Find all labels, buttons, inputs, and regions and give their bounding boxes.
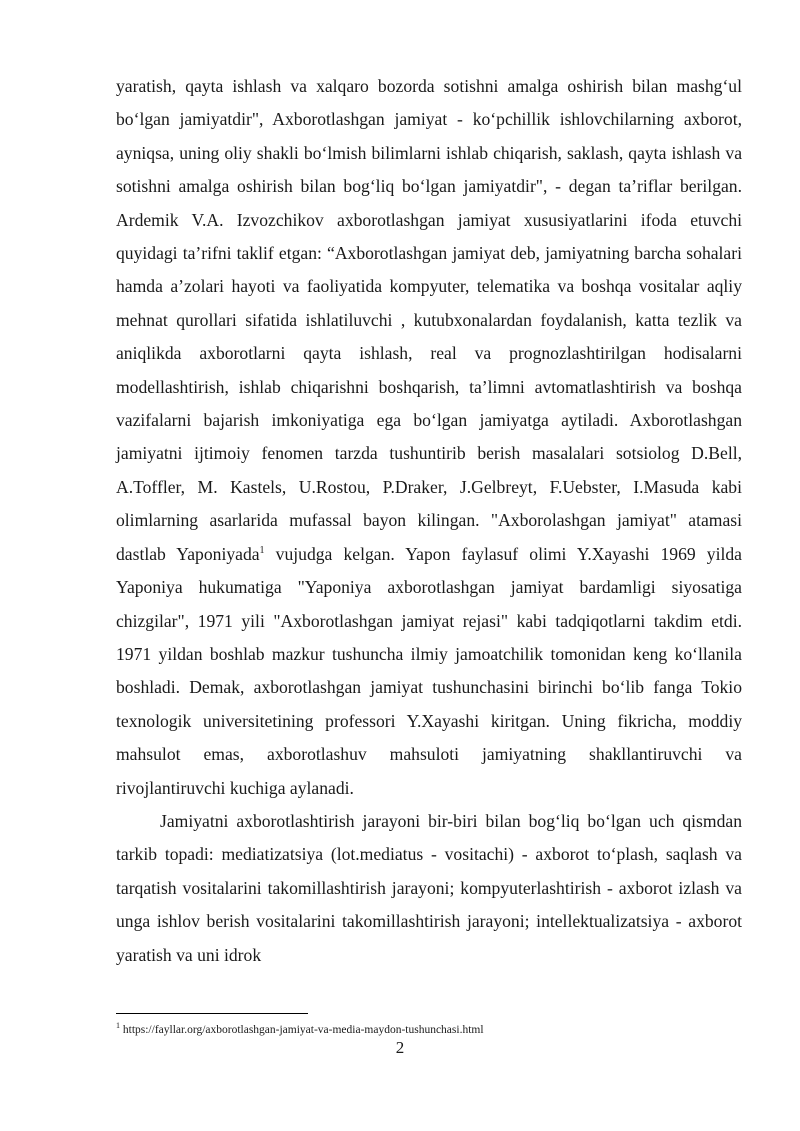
- footnote-number: 1: [116, 1021, 120, 1031]
- footnote: [116, 1023, 742, 1037]
- page-number: 2: [395, 1038, 405, 1057]
- footnote-reference[interactable]: 1: [259, 544, 265, 556]
- main-text: [116, 70, 742, 972]
- paragraph-continued: [116, 70, 742, 805]
- paragraph-text: vujudga kelgan. Yapon faylasuf olimi Y.Xayashi 1969 yilda Yaponiya hukumatiga "Yaponiya axborotlashgan jamiyat bardamligi siyosatiga chizgilar", 1971 yili "Axborotlashgan jamiyat rejasi" kabi tadqiqotlarni takdim etdi. 1971 yildan boshlab mazkur tushuncha ilmiy jamoatchilik tomonidan keng ko‘llanila boshladi. Demak, axborotlashgan jamiyat tushunchasini birinchi bo‘lib fanga Tokio texnologik universitetining professori Y.Xayashi kiritgan. Uning fikricha, moddiy mahsulot emas, axborotlashuv mahsuloti jamiyatning shakllantiruvchi va rivojlantiruvchi kuchiga aylanadi.: [116, 543, 742, 798]
- footnote-separator: [116, 1013, 308, 1014]
- footnote-link[interactable]: https://fayllar.org/axborotlashgan-jamiyat-va-media-maydon-tushunchasi.html: [120, 1024, 484, 1036]
- paragraph: Jamiyatni axborotlashtirish jarayoni bir-biri bilan bog‘liq bo‘lgan uch qismdan tarkib topadi: mediatizatsiya (lot.mediatus - vositachi) - axborot to‘plash, saqlash va tarqatish vositalarini takomillashtirish jarayoni; kompyuterlashtirish - axborot izlash va unga ishlov berish vositalarini takomillashtirish jarayoni; intellektualizatsiya - axborot yaratish va uni idrok: [116, 810, 742, 965]
- paragraph-text: yaratish, qayta ishlash va xalqaro bozorda sotishni amalga oshirish bilan mashg‘ul bo‘lgan jamiyatdir", Axborotlashgan jamiyat - ko‘pchillik ishlovchilarning axborot, ayniqsa, uning oliy shakli bo‘lmish bilimlarni ishlab chiqarish, saklash, qayta ishlash va sotishni amalga oshirish bilan bog‘liq bo‘lgan jamiyatdir", - degan ta’riflar berilgan. Ardemik V.A. Izvozchikov axborotlashgan jamiyat xususiyatlarini ifoda etuvchi quyidagi ta’rifni taklif etgan: “Axborotlashgan jamiyat deb, jamiyatning barcha sohalari hamda a’zolari hayoti va faoliyatida kompyuter, telematika va boshqa vositalar aqliy mehnat qurollari sifatida ishlatiluvchi , kutubxonalardan foydalanish, katta tezlik va aniqlikda axborotlarni qayta ishlash, real va prognozlashtirilgan hodisalarni modellashtirish, ishlab chiqarishni boshqarish, ta’limni avtomatlashtirish va boshqa vazifalarni bajarish imkoniyatiga ega bo‘lgan jamiyatga aytiladi. Axborotlashgan jamiyatni ijtimoiy fenomen tarzda tushuntirib berish masalalari sotsiolog D.Bell, A.Toffler, M. Kastels, U.Rostou, P.Draker, J.Gelbreyt, F.Uebster, I.Masuda kabi olimlarning asarlarida mufassal bayon kilingan. "Axborolashgan jamiyat" atamasi dastlab Yaponiyada: [116, 76, 742, 564]
